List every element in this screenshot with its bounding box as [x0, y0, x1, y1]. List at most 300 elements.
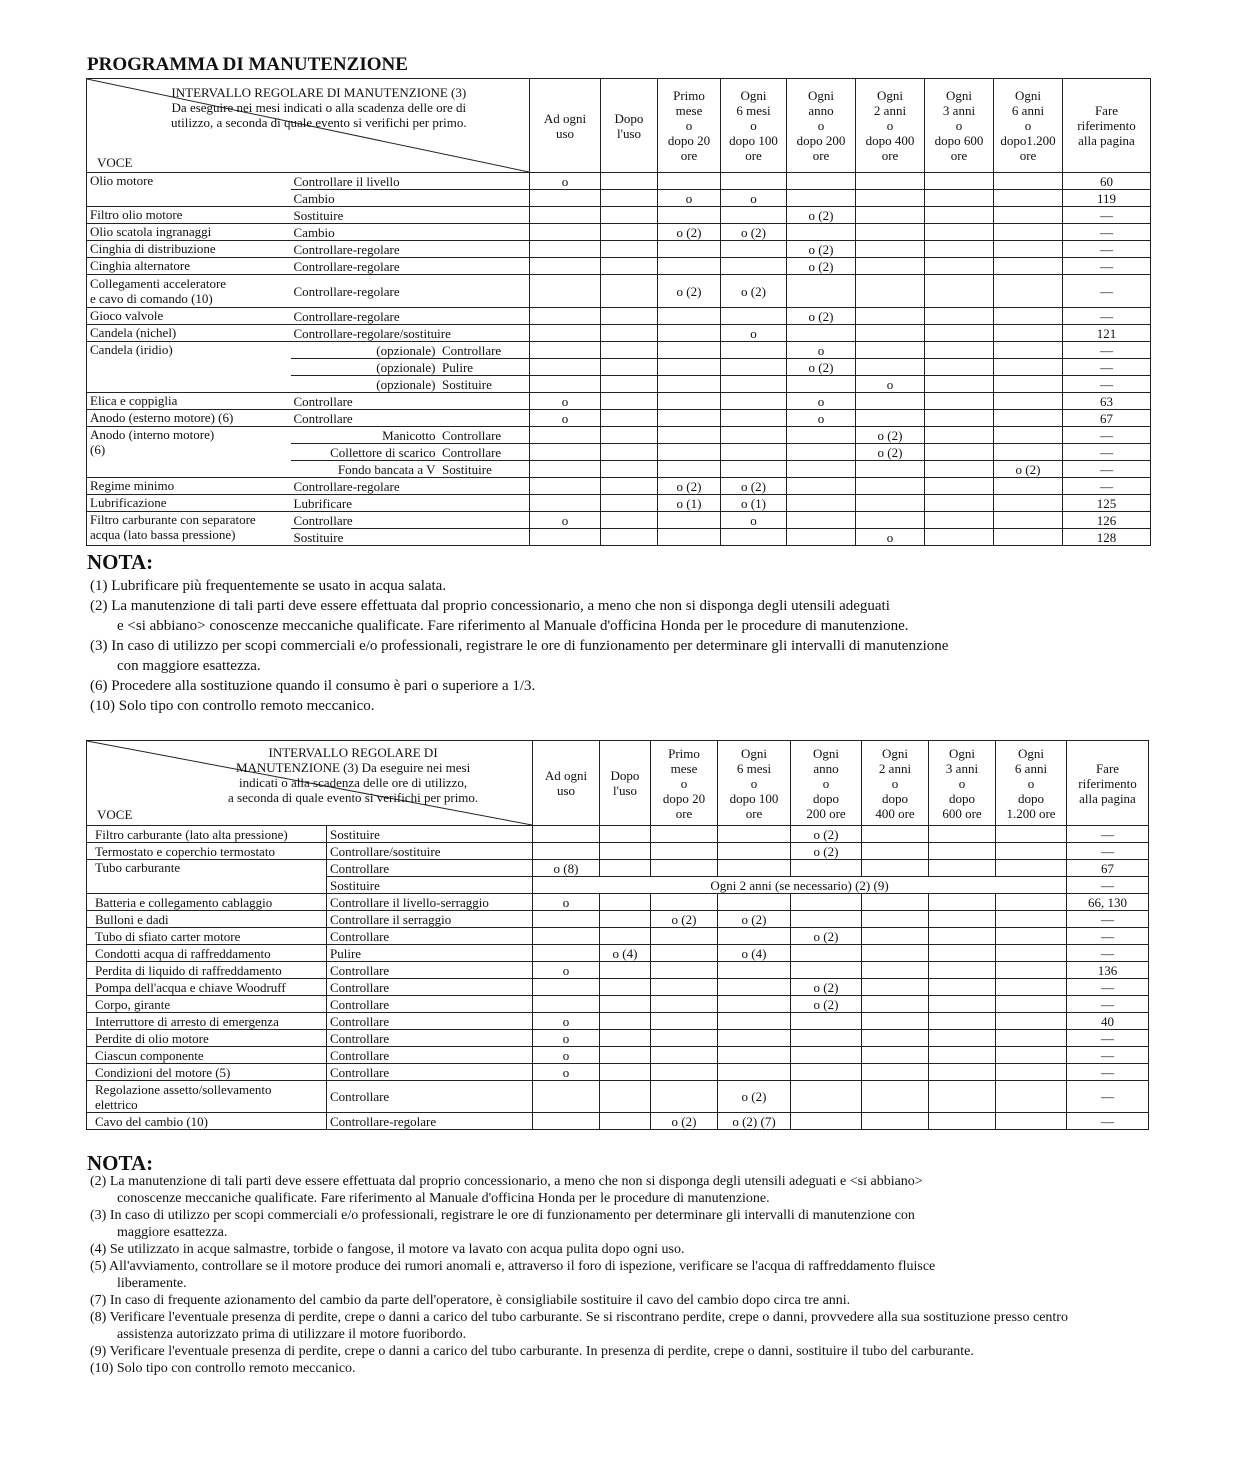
note-item: (9) Verificare l'eventuale presenza di perdite, crepe o danni a carico del tubo carburante. In presenza di perdite, crepe o danni, sostituire il tubo del carburante.: [90, 1344, 974, 1359]
interval-cell: [929, 945, 996, 962]
interval-cell: [856, 512, 925, 529]
column-header: Ogni 2 anni o dopo 400 ore: [862, 741, 929, 826]
interval-cell: [925, 410, 994, 427]
interval-cell: o: [856, 529, 925, 546]
item-name: Perdita di liquido di raffreddamento: [87, 962, 327, 979]
interval-cell: [862, 979, 929, 996]
page-ref: —: [1063, 224, 1151, 241]
action: Controllare: [327, 1030, 533, 1047]
action: Cambio: [291, 190, 530, 207]
interval-cell: [530, 495, 601, 512]
page-ref: —: [1063, 275, 1151, 308]
item-name: Regime minimo: [87, 478, 291, 495]
interval-cell: [721, 393, 787, 410]
interval-cell: [787, 461, 856, 478]
item-name: Ciascun componente: [87, 1047, 327, 1064]
interval-cell: o: [533, 1047, 600, 1064]
interval-cell: [929, 928, 996, 945]
interval-cell: [929, 1113, 996, 1130]
interval-cell: [862, 1013, 929, 1030]
interval-cell: [721, 258, 787, 275]
interval-cell: [601, 512, 658, 529]
interval-cell: [601, 224, 658, 241]
page-ref: —: [1063, 308, 1151, 325]
item-name: Filtro carburante con separatore acqua (lato bassa pressione): [87, 512, 291, 546]
interval-cell: [530, 461, 601, 478]
interval-cell: [601, 461, 658, 478]
interval-cell: [994, 308, 1063, 325]
interval-cell: o (2): [658, 275, 721, 308]
interval-cell: [601, 410, 658, 427]
interval-cell: [530, 258, 601, 275]
interval-cell: [862, 1113, 929, 1130]
interval-cell: [718, 1013, 791, 1030]
interval-cell: [994, 342, 1063, 359]
item-name: Elica e coppiglia: [87, 393, 291, 410]
interval-cell: o (4): [718, 945, 791, 962]
interval-cell: [862, 928, 929, 945]
interval-cell: [600, 928, 651, 945]
item-name: Batteria e collegamento cablaggio: [87, 894, 327, 911]
interval-cell: [787, 529, 856, 546]
page-ref: —: [1063, 359, 1151, 376]
interval-cell: [791, 962, 862, 979]
interval-cell: [996, 860, 1067, 877]
interval-cell: [530, 190, 601, 207]
interval-cell: [929, 911, 996, 928]
action: Controllare: [327, 1064, 533, 1081]
interval-cell: [530, 325, 601, 342]
interval-cell: [787, 478, 856, 495]
interval-cell: [856, 308, 925, 325]
interval-cell: [533, 911, 600, 928]
interval-cell: [925, 241, 994, 258]
column-header: Ogni 2 anni o dopo 400 ore: [856, 79, 925, 173]
interval-cell: [994, 190, 1063, 207]
interval-cell: [925, 359, 994, 376]
interval-cell: [929, 894, 996, 911]
interval-cell: [651, 826, 718, 843]
interval-cell: [721, 529, 787, 546]
page-ref: —: [1063, 478, 1151, 495]
table-row: [87, 427, 1151, 444]
interval-cell: [601, 275, 658, 308]
table-row: [87, 325, 1151, 342]
column-header: Ogni anno o dopo 200 ore: [787, 79, 856, 173]
interval-cell: [721, 207, 787, 224]
action: Sostituire: [291, 529, 530, 546]
action: Sostituire: [327, 877, 533, 894]
action: Controllare: [291, 393, 530, 410]
page-ref: —: [1067, 1030, 1149, 1047]
interval-cell: [530, 308, 601, 325]
interval-cell: o (2): [791, 826, 862, 843]
interval-cell: [658, 444, 721, 461]
interval-cell: [996, 945, 1067, 962]
interval-cell: o: [721, 190, 787, 207]
interval-cell: [658, 308, 721, 325]
interval-cell: [721, 173, 787, 190]
interval-cell: [533, 843, 600, 860]
interval-cell: [856, 275, 925, 308]
page-ref: 136: [1067, 962, 1149, 979]
interval-cell: [996, 894, 1067, 911]
table-row: [87, 928, 1149, 945]
action: Controllare-regolare: [291, 308, 530, 325]
interval-cell: o: [787, 342, 856, 359]
interval-cell: o (2): [856, 444, 925, 461]
item-name: Condotti acqua di raffreddamento: [87, 945, 327, 962]
interval-cell: [530, 359, 601, 376]
interval-cell: [651, 1047, 718, 1064]
item-name: Corpo, girante: [87, 996, 327, 1013]
table-row: [87, 224, 1151, 241]
interval-cell: [994, 376, 1063, 393]
table-row: [87, 826, 1149, 843]
column-header: Ogni 3 anni o dopo 600 ore: [929, 741, 996, 826]
item-name: Bulloni e dadi: [87, 911, 327, 928]
interval-cell: [862, 911, 929, 928]
interval-cell: o (8): [533, 860, 600, 877]
table-row: [87, 894, 1149, 911]
interval-header-text: INTERVALLO REGOLARE DI MANUTENZIONE (3) Da eseguire nei mesi indicati o alla scadenza delle ore di utilizzo, a seconda di quale evento si verifichi per primo.: [171, 85, 467, 130]
interval-cell: [600, 894, 651, 911]
interval-cell: [994, 393, 1063, 410]
note-item: (10) Solo tipo con controllo remoto meccanico.: [90, 698, 375, 714]
interval-cell: [601, 427, 658, 444]
action: Controllare il livello-serraggio: [327, 894, 533, 911]
interval-cell: [533, 1081, 600, 1113]
note-item: (3) In caso di utilizzo per scopi commerciali e/o professionali, registrare le ore di funzionamento per determinare gli intervalli di manutenzione con maggiore esattezza.: [90, 1207, 1160, 1241]
page-ref: —: [1067, 1047, 1149, 1064]
page-ref: —: [1063, 258, 1151, 275]
interval-cell: [925, 207, 994, 224]
interval-cell: [651, 996, 718, 1013]
interval-cell: o (2): [721, 224, 787, 241]
interval-cell: [601, 478, 658, 495]
interval-cell: [925, 342, 994, 359]
interval-cell: [721, 410, 787, 427]
page-ref: 121: [1063, 325, 1151, 342]
interval-cell: o (2): [791, 928, 862, 945]
interval-cell: o: [530, 393, 601, 410]
interval-cell: [996, 996, 1067, 1013]
action: Collettore di scarico Controllare: [291, 444, 530, 461]
interval-cell: [651, 979, 718, 996]
page-ref: —: [1067, 1113, 1149, 1130]
note-item: (2) La manutenzione di tali parti deve essere effettuata dal proprio concessionario, a meno che non si disponga degli utensili adeguati e <si abbiano> conoscenze meccaniche qualificate. Fare riferimento al Manuale d'officina Honda per le procedure di manutenzione.: [90, 596, 1150, 636]
interval-cell: [925, 478, 994, 495]
column-header: Ad ogni uso: [533, 741, 600, 826]
interval-cell: [994, 495, 1063, 512]
interval-cell: [929, 826, 996, 843]
interval-cell: [601, 207, 658, 224]
interval-cell: [856, 207, 925, 224]
interval-cell: o (2): [658, 224, 721, 241]
interval-cell: [658, 461, 721, 478]
action: (opzionale) Sostituire: [291, 376, 530, 393]
note-continuation: maggiore esattezza.: [117, 1225, 228, 1240]
table-row: [87, 207, 1151, 224]
page-ref: —: [1067, 877, 1149, 894]
interval-cell: [533, 979, 600, 996]
interval-cell: [658, 427, 721, 444]
interval-cell: o: [721, 325, 787, 342]
interval-cell: [658, 342, 721, 359]
interval-cell: [600, 962, 651, 979]
interval-cell: [600, 860, 651, 877]
interval-cell: o: [856, 376, 925, 393]
interval-cell: [787, 190, 856, 207]
interval-cell: [651, 1064, 718, 1081]
table-row: [87, 1081, 1149, 1113]
action: Controllare-regolare: [327, 1113, 533, 1130]
action: Controllare il livello: [291, 173, 530, 190]
note-item: (6) Procedere alla sostituzione quando il consumo è pari o superiore a 1/3.: [90, 678, 536, 694]
interval-cell: [530, 342, 601, 359]
interval-cell: [856, 190, 925, 207]
note-item: (1) Lubrificare più frequentemente se usato in acqua salata.: [90, 578, 447, 594]
interval-cell: [994, 325, 1063, 342]
item-name: Olio motore: [87, 173, 291, 207]
interval-cell: [658, 393, 721, 410]
column-header: Ogni 6 anni o dopo1.200 ore: [994, 79, 1063, 173]
column-header: Ogni 6 mesi o dopo 100 ore: [718, 741, 791, 826]
action: Controllare-regolare: [291, 275, 530, 308]
interval-cell: [994, 241, 1063, 258]
page-ref: 126: [1063, 512, 1151, 529]
interval-cell: [651, 1013, 718, 1030]
interval-cell: o (1): [721, 495, 787, 512]
interval-cell: [600, 1047, 651, 1064]
interval-cell: [862, 894, 929, 911]
table-row: [87, 1013, 1149, 1030]
page-ref: 128: [1063, 529, 1151, 546]
table-row: [87, 1047, 1149, 1064]
interval-cell: [791, 1113, 862, 1130]
qualifier: Fondo bancata a V: [337, 461, 436, 477]
interval-cell: o (2): [787, 207, 856, 224]
note-continuation: liberamente.: [117, 1276, 187, 1291]
interval-cell: [996, 928, 1067, 945]
action: Controllare/sostituire: [327, 843, 533, 860]
interval-cell: [787, 444, 856, 461]
column-header: Dopo l'uso: [600, 741, 651, 826]
interval-cell: [994, 427, 1063, 444]
interval-cell: o: [787, 393, 856, 410]
table-row: [87, 241, 1151, 258]
interval-cell: [533, 1113, 600, 1130]
interval-cell: [791, 894, 862, 911]
interval-cell: o: [533, 962, 600, 979]
nota-title-2: NOTA:: [87, 1151, 154, 1175]
interval-cell: [925, 224, 994, 241]
note-item: (4) Se utilizzato in acque salmastre, torbide o fangose, il motore va lavato con acqua pulita dopo ogni uso.: [90, 1242, 685, 1257]
interval-cell: o (2): [721, 275, 787, 308]
interval-cell: [530, 275, 601, 308]
interval-cell: o (2): [718, 1081, 791, 1113]
qualifier: (opzionale): [376, 376, 436, 392]
page-ref: 66, 130: [1067, 894, 1149, 911]
interval-cell: [996, 1064, 1067, 1081]
interval-cell: [718, 1030, 791, 1047]
interval-cell: [601, 308, 658, 325]
interval-cell: [856, 359, 925, 376]
interval-cell: [658, 512, 721, 529]
page-ref: —: [1067, 928, 1149, 945]
interval-cell: o (2): [791, 979, 862, 996]
interval-cell: [718, 1064, 791, 1081]
interval-cell: [787, 427, 856, 444]
interval-cell: [994, 275, 1063, 308]
interval-cell: [862, 843, 929, 860]
maintenance-table-2: [86, 740, 1149, 1130]
interval-cell: [862, 945, 929, 962]
interval-cell: [996, 911, 1067, 928]
interval-cell: o (2): [787, 258, 856, 275]
interval-cell: o: [530, 410, 601, 427]
interval-cell: [791, 1064, 862, 1081]
interval-cell: [925, 275, 994, 308]
action: Controllare: [327, 962, 533, 979]
interval-cell: [862, 996, 929, 1013]
interval-cell: [994, 478, 1063, 495]
action: Controllare: [291, 512, 530, 529]
action: Manicotto Controllare: [291, 427, 530, 444]
interval-cell: [994, 359, 1063, 376]
action: Controllare: [291, 410, 530, 427]
column-header: Ad ogni uso: [530, 79, 601, 173]
interval-cell: [856, 393, 925, 410]
interval-cell: [721, 376, 787, 393]
interval-cell: [533, 928, 600, 945]
interval-cell: [658, 359, 721, 376]
interval-cell: o (4): [600, 945, 651, 962]
interval-cell: [996, 1013, 1067, 1030]
notes-list-1: [90, 576, 1150, 716]
interval-cell: [791, 1030, 862, 1047]
interval-cell: [856, 258, 925, 275]
note-item: (5) All'avviamento, controllare se il motore produce dei rumori anomali e, attraverso il foro di ispezione, verificare se l'acqua di raffreddamento fluisce liberamente.: [90, 1258, 1160, 1292]
page-ref: —: [1067, 945, 1149, 962]
interval-header-cell: [87, 79, 530, 173]
item-name: Condizioni del motore (5): [87, 1064, 327, 1081]
interval-cell: [601, 173, 658, 190]
interval-cell: [925, 308, 994, 325]
interval-cell: o (2): [787, 308, 856, 325]
action: Lubrificare: [291, 495, 530, 512]
interval-cell: [600, 826, 651, 843]
interval-cell: [994, 529, 1063, 546]
action: Controllare-regolare: [291, 478, 530, 495]
interval-cell: [862, 1047, 929, 1064]
column-header: Ogni 6 anni o dopo 1.200 ore: [996, 741, 1067, 826]
interval-cell: [787, 173, 856, 190]
item-name: Tubo di sfiato carter motore: [87, 928, 327, 945]
interval-cell: [791, 911, 862, 928]
interval-cell: o (2): [994, 461, 1063, 478]
interval-cell: [856, 325, 925, 342]
page-ref: —: [1063, 427, 1151, 444]
interval-cell: o (2): [651, 1113, 718, 1130]
interval-header-cell: [87, 741, 533, 826]
action: Controllare-regolare: [291, 241, 530, 258]
page-ref: —: [1063, 461, 1151, 478]
interval-cell: [856, 241, 925, 258]
interval-cell: [994, 512, 1063, 529]
page-ref: 60: [1063, 173, 1151, 190]
column-header: Ogni 6 mesi o dopo 100 ore: [721, 79, 787, 173]
interval-cell: [925, 512, 994, 529]
interval-cell: [862, 826, 929, 843]
interval-cell: [721, 342, 787, 359]
item-name: Perdite di olio motore: [87, 1030, 327, 1047]
note-item: (10) Solo tipo con controllo remoto meccanico.: [90, 1361, 356, 1376]
interval-cell: [718, 894, 791, 911]
item-name: Filtro olio motore: [87, 207, 291, 224]
interval-cell: [925, 495, 994, 512]
interval-cell: [718, 979, 791, 996]
interval-cell: [862, 1030, 929, 1047]
item-name: Filtro carburante (lato alta pressione): [87, 826, 327, 843]
nota-title-1: NOTA:: [87, 550, 154, 574]
page-ref: 125: [1063, 495, 1151, 512]
page-ref: —: [1063, 444, 1151, 461]
interval-cell: [925, 444, 994, 461]
action: (opzionale) Controllare: [291, 342, 530, 359]
interval-cell: [718, 826, 791, 843]
action: Sostituire: [291, 207, 530, 224]
interval-cell: [791, 945, 862, 962]
page-ref: —: [1067, 911, 1149, 928]
interval-cell: [856, 173, 925, 190]
table-row: [87, 258, 1151, 275]
interval-cell: [996, 1113, 1067, 1130]
interval-cell: [929, 979, 996, 996]
interval-cell: [601, 359, 658, 376]
interval-cell: o: [533, 1030, 600, 1047]
interval-cell: [601, 258, 658, 275]
interval-cell: [862, 1064, 929, 1081]
table-row: [87, 996, 1149, 1013]
interval-cell: [530, 529, 601, 546]
interval-cell: [718, 928, 791, 945]
notes-list-2: [90, 1173, 1160, 1377]
column-header: Fare riferimento alla pagina: [1063, 79, 1151, 173]
interval-cell: [600, 1081, 651, 1113]
page-ref: —: [1067, 1064, 1149, 1081]
interval-cell: [530, 241, 601, 258]
page-ref: —: [1063, 376, 1151, 393]
item-name: Candela (iridio): [87, 342, 291, 393]
table-row: [87, 393, 1151, 410]
interval-cell: [601, 190, 658, 207]
item-name: Candela (nichel): [87, 325, 291, 342]
interval-cell: [791, 1013, 862, 1030]
interval-cell: [658, 376, 721, 393]
action: Controllare-regolare: [291, 258, 530, 275]
interval-cell: [651, 928, 718, 945]
interval-cell: [530, 376, 601, 393]
action: Cambio: [291, 224, 530, 241]
interval-cell: [996, 979, 1067, 996]
interval-cell: o: [787, 410, 856, 427]
interval-cell: [658, 410, 721, 427]
note-item: (3) In caso di utilizzo per scopi commerciali e/o professionali, registrare le ore di funzionamento per determinare gli intervalli di manutenzione con maggiore esattezza.: [90, 636, 1150, 676]
interval-cell: [994, 444, 1063, 461]
page-ref: 40: [1067, 1013, 1149, 1030]
page-ref: 67: [1063, 410, 1151, 427]
